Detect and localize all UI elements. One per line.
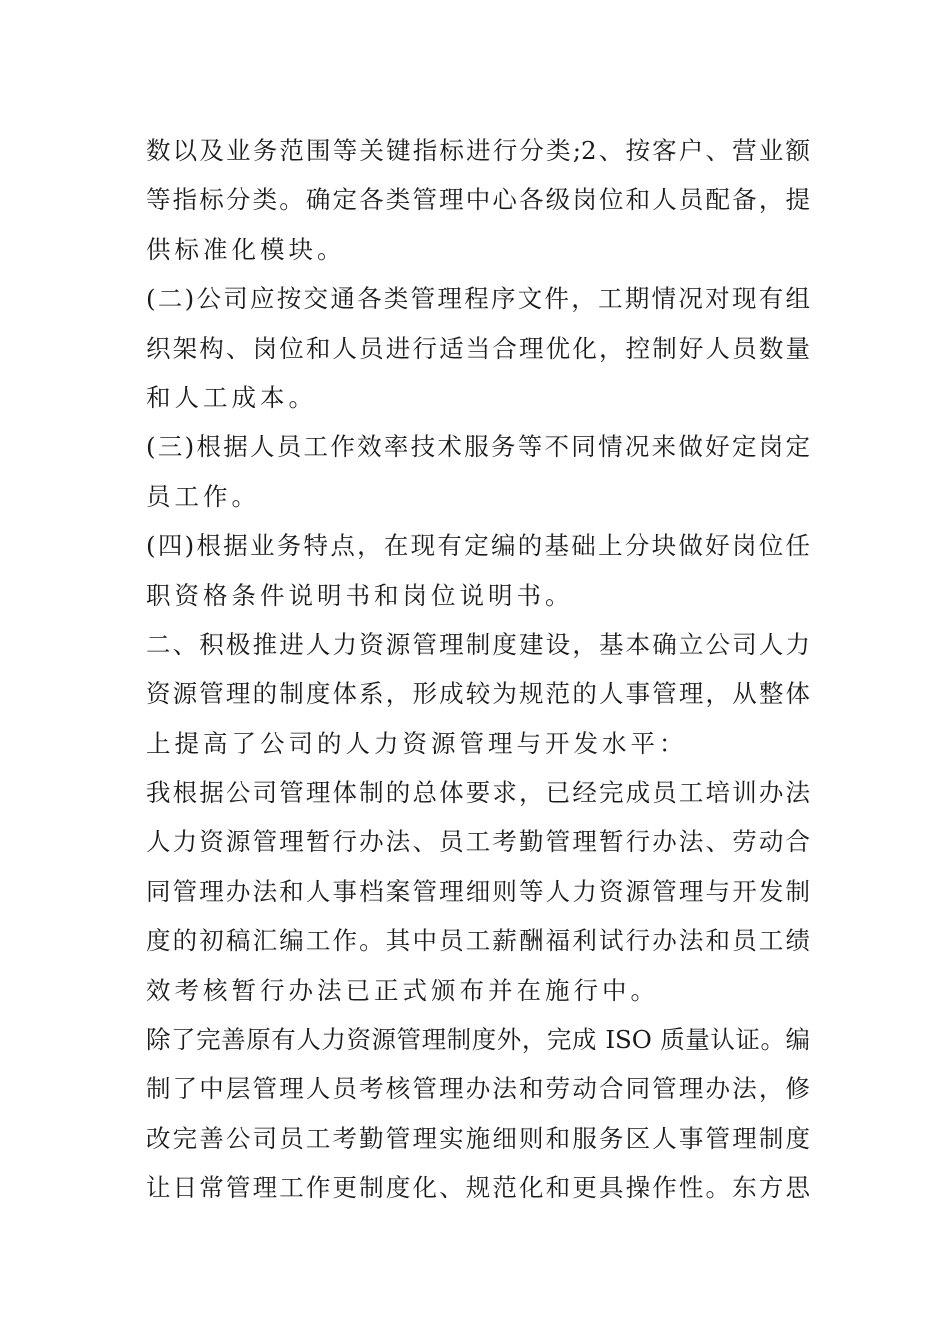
text-line: 织架构、岗位和人员进行适当合理优化，控制好人员数量 [146, 333, 810, 363]
text-line: (二)公司应按交通各类管理程序文件，工期情况对现有组 [146, 284, 810, 314]
text-line: 除了完善原有人力资源管理制度外，完成 ISO 质量认证。编 [146, 1025, 810, 1055]
text-line: 职资格条件说明书和岗位说明书。 [146, 580, 574, 610]
paragraph-1 [146, 126, 810, 274]
text-line: 改完善公司员工考勤管理实施细则和服务区人事管理制度 [146, 1123, 810, 1153]
text-line: 人力资源管理暂行办法、员工考勤管理暂行办法、劳动合 [146, 827, 810, 857]
text-line: 资源管理的制度体系，形成较为规范的人事管理，从整体 [146, 679, 810, 709]
text-line: 和人工成本。 [146, 382, 317, 412]
paragraph-2 [146, 274, 810, 422]
document-body [146, 126, 810, 1213]
text-line: 员工作。 [146, 481, 260, 511]
paragraph-6 [146, 768, 810, 1015]
paragraph-5 [146, 620, 810, 768]
paragraph-7 [146, 1015, 810, 1213]
text-line: 制了中层管理人员考核管理办法和劳动合同管理办法，修 [146, 1074, 810, 1104]
text-line: 二、积极推进人力资源管理制度建设，基本确立公司人力 [146, 629, 810, 659]
text-line: 我根据公司管理体制的总体要求，已经完成员工培训办法 [146, 778, 810, 808]
text-line: 同管理办法和人事档案管理细则等人力资源管理与开发制 [146, 876, 810, 906]
text-line: 让日常管理工作更制度化、规范化和更具操作性。东方思 [146, 1173, 810, 1203]
text-line: 供标准化模块。 [146, 234, 346, 264]
text-line: 数以及业务范围等关键指标进行分类;2、按客户、营业额 [146, 136, 810, 165]
text-line: (三)根据人员工作效率技术服务等不同情况来做好定岗定 [146, 432, 810, 462]
paragraph-3 [146, 422, 810, 521]
paragraph-4 [146, 521, 810, 620]
text-line: 上提高了公司的人力资源管理与开发水平： [146, 728, 688, 758]
text-line: (四)根据业务特点，在现有定编的基础上分块做好岗位任 [146, 531, 810, 561]
text-line: 效考核暂行办法已正式颁布并在施行中。 [146, 975, 659, 1005]
text-line: 等指标分类。确定各类管理中心各级岗位和人员配备，提 [146, 185, 810, 215]
text-line: 度的初稿汇编工作。其中员工薪酬福利试行办法和员工绩 [146, 926, 810, 956]
